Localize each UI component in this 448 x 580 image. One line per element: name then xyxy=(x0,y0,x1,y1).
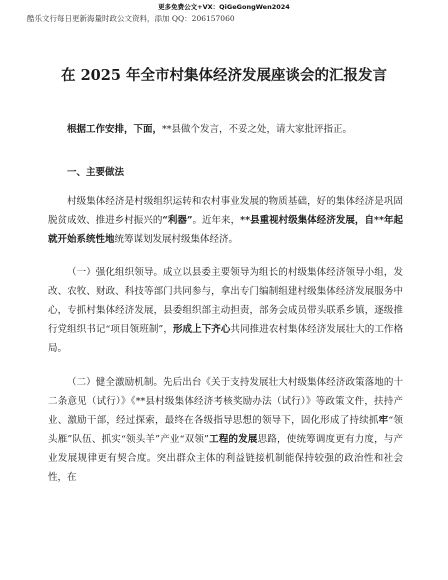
top-banner: 更多免费公文+VX：QiGeGongWen2024 xyxy=(158,3,290,11)
intro-rest: **县做个发言，不妥之处，请大家批评指正。 xyxy=(162,124,353,135)
para1-bold-b: “利器” xyxy=(162,215,193,226)
para2-text-a: （一）强化组织领导。成立以县委主要领导为组长的村级集体经济领导小组，发改、农牧、财政、科技等部门共同参与，拿出专门编制组建村级集体经济发展服务中心，专抓村集体经济发展，县委组织部主动担责，部务会成员带头联系乡镇，逐级推行党组织书记“项目领班制”， xyxy=(48,267,403,335)
para2-text-c: 共同推进农村集体经济发展壮大的工作格局。 xyxy=(48,324,403,354)
paragraph-1 xyxy=(48,192,403,249)
para3-text-c: “领头雁”队伍、抓实“领头羊”产业“双领” xyxy=(48,415,403,445)
para3-text-e: 思路，使统筹调度更有力度，与产业发展规律更有契合度。突出群众主体的利益链接机制能保持较强的政治性和社会性，在 xyxy=(48,434,403,483)
intro-bold: 根据工作安排，下面， xyxy=(67,124,163,135)
para1-bold-e: 自**年起就开始系统性地 xyxy=(48,215,403,245)
intro-paragraph xyxy=(48,120,403,139)
para1-text-a: 村级集体经济是村级组织运转和农村事业发展的物质基础，好的集体经济是巩固脱贫成效、推进乡村振兴的 xyxy=(48,196,403,226)
document-title: 在 2025 年全市村集体经济发展座谈会的汇报发言 xyxy=(61,67,387,84)
para1-text-f: 统筹谋划发展村级集体经济。 xyxy=(114,234,239,245)
paragraph-3 xyxy=(48,373,403,487)
para3-bold-d: 工程的发展 xyxy=(208,434,258,445)
para2-bold-b: 形成上下齐心 xyxy=(172,324,231,335)
para3-bold-b: 牢 xyxy=(378,415,389,426)
section-heading: 一、主要做法 xyxy=(67,167,125,178)
para1-bold-d: **县重视村级集体经济发展， xyxy=(240,215,365,226)
paragraph-2 xyxy=(48,263,403,358)
header-note: 酷乐文行每日更新海量时政公文资料，添加 QQ：206157060 xyxy=(27,14,235,23)
para1-text-c: 。近年来， xyxy=(192,215,241,226)
para3-text-a: （二）健全激励机制。先后出台《关于支持发展壮大村级集体经济政策落地的十二条意见（试行）》《**县村级集体经济考核奖励办法（试行）》等政策文件，扶持产业、激励干部，经过探索，最终在各级指导思想的领导下，固化形成了持续抓 xyxy=(48,377,403,426)
